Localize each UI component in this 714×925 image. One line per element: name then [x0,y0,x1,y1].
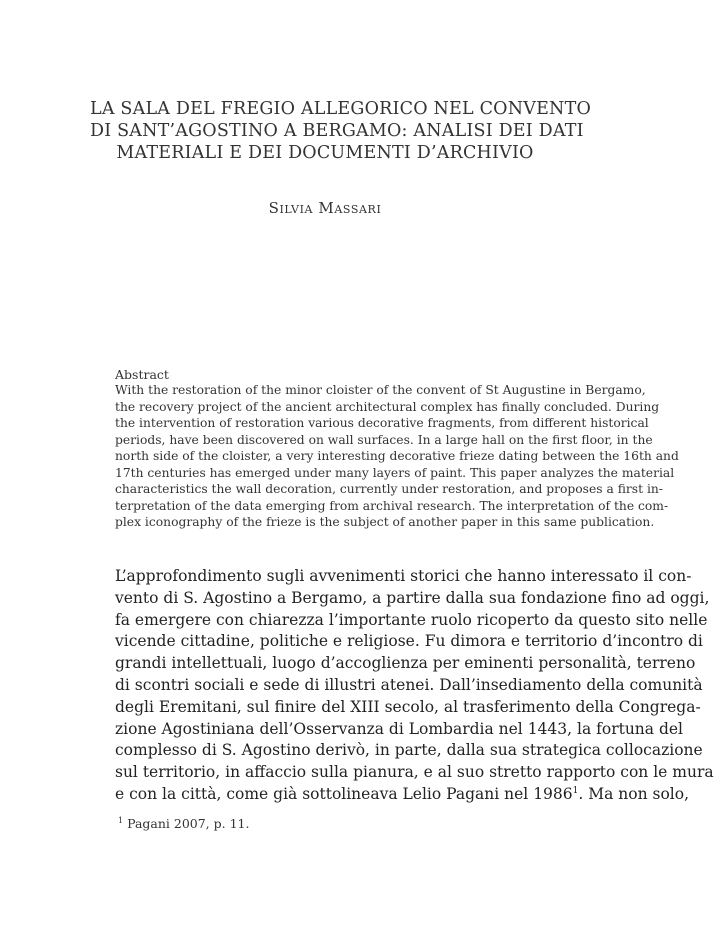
author-name: Silvia Massari [268,199,382,217]
abstract-heading: Abstract [115,367,169,382]
title-line: DI SANT’AGOSTINO A BERGAMO: ANALISI DEI DATI [90,121,584,141]
body-line: L’approfondimento sugli avvenimenti storici che hanno interessato il con- [115,567,692,585]
abstract-line: With the restoration of the minor cloister of the convent of St Augustine in Bergamo, [115,383,646,397]
body-line: complesso di S. Agostino derivò, in parte, dalla sua strategica collocazione [115,741,703,760]
body-text-segment: . Ma non solo, [578,784,689,803]
paper-title [90,98,591,164]
body-text-segment: e con la città, come già sottolineava Lelio Pagani nel 1986 [115,784,573,803]
body-line-with-footnote [115,784,689,806]
title-line: MATERIALI E DEI DOCUMENTI D’ARCHIVIO [116,143,534,163]
body-line: sul territorio, in affaccio sulla pianura, e al suo stretto rapporto con le mura [115,763,714,782]
footnote [118,816,249,831]
footnote-reference[interactable]: 1 [572,785,579,796]
footnote-text: Pagani 2007, p. 11. [127,816,250,832]
abstract-line: the recovery project of the ancient architectural complex has finally concluded. During [115,399,660,414]
abstract-line: the intervention of restoration various decorative fragments, from different historical [115,416,649,430]
body-line: zione Agostiniana dell’Osservanza di Lombardia nel 1443, la fortuna del [115,719,684,738]
abstract-line: terpretation of the data emerging from archival research. The interpretation of the com- [115,498,669,513]
footnote-number: 1 [118,816,124,825]
body-line: vicende cittadine, politiche e religiose. Fu dimora e territorio d’incontro di [115,632,703,651]
abstract-line: north side of the cloister, a very interesting decorative frieze dating between the 16th and [115,449,679,463]
abstract-line: periods, have been discovered on wall surfaces. In a large hall on the first floor, in the [115,432,653,447]
abstract-line: plex iconography of the frieze is the subject of another paper in this same publication. [115,515,655,529]
body-line: di scontri sociali e sede di illustri atenei. Dall’insediamento della comunità [115,675,703,694]
body-line: degli Eremitani, sul finire del XIII secolo, al trasferimento della Congrega- [115,697,701,716]
abstract-text [115,382,679,531]
title-line: LA SALA DEL FREGIO ALLEGORICO NEL CONVENTO [90,99,591,119]
body-line: grandi intellettuali, luogo d’accoglienza per eminenti personalità, terreno [115,654,696,673]
abstract-line: characteristics the wall decoration, currently under restoration, and proposes a first in- [115,482,663,496]
abstract-line: 17th centuries has emerged under many layers of paint. This paper analyzes the material [115,465,675,480]
body-line: fa emergere con chiarezza l’importante ruolo ricoperto da questo sito nelle [115,610,708,629]
body-paragraph [115,566,714,806]
body-line: vento di S. Agostino a Bergamo, a partire dalla sua fondazione fino ad oggi, [115,588,710,607]
